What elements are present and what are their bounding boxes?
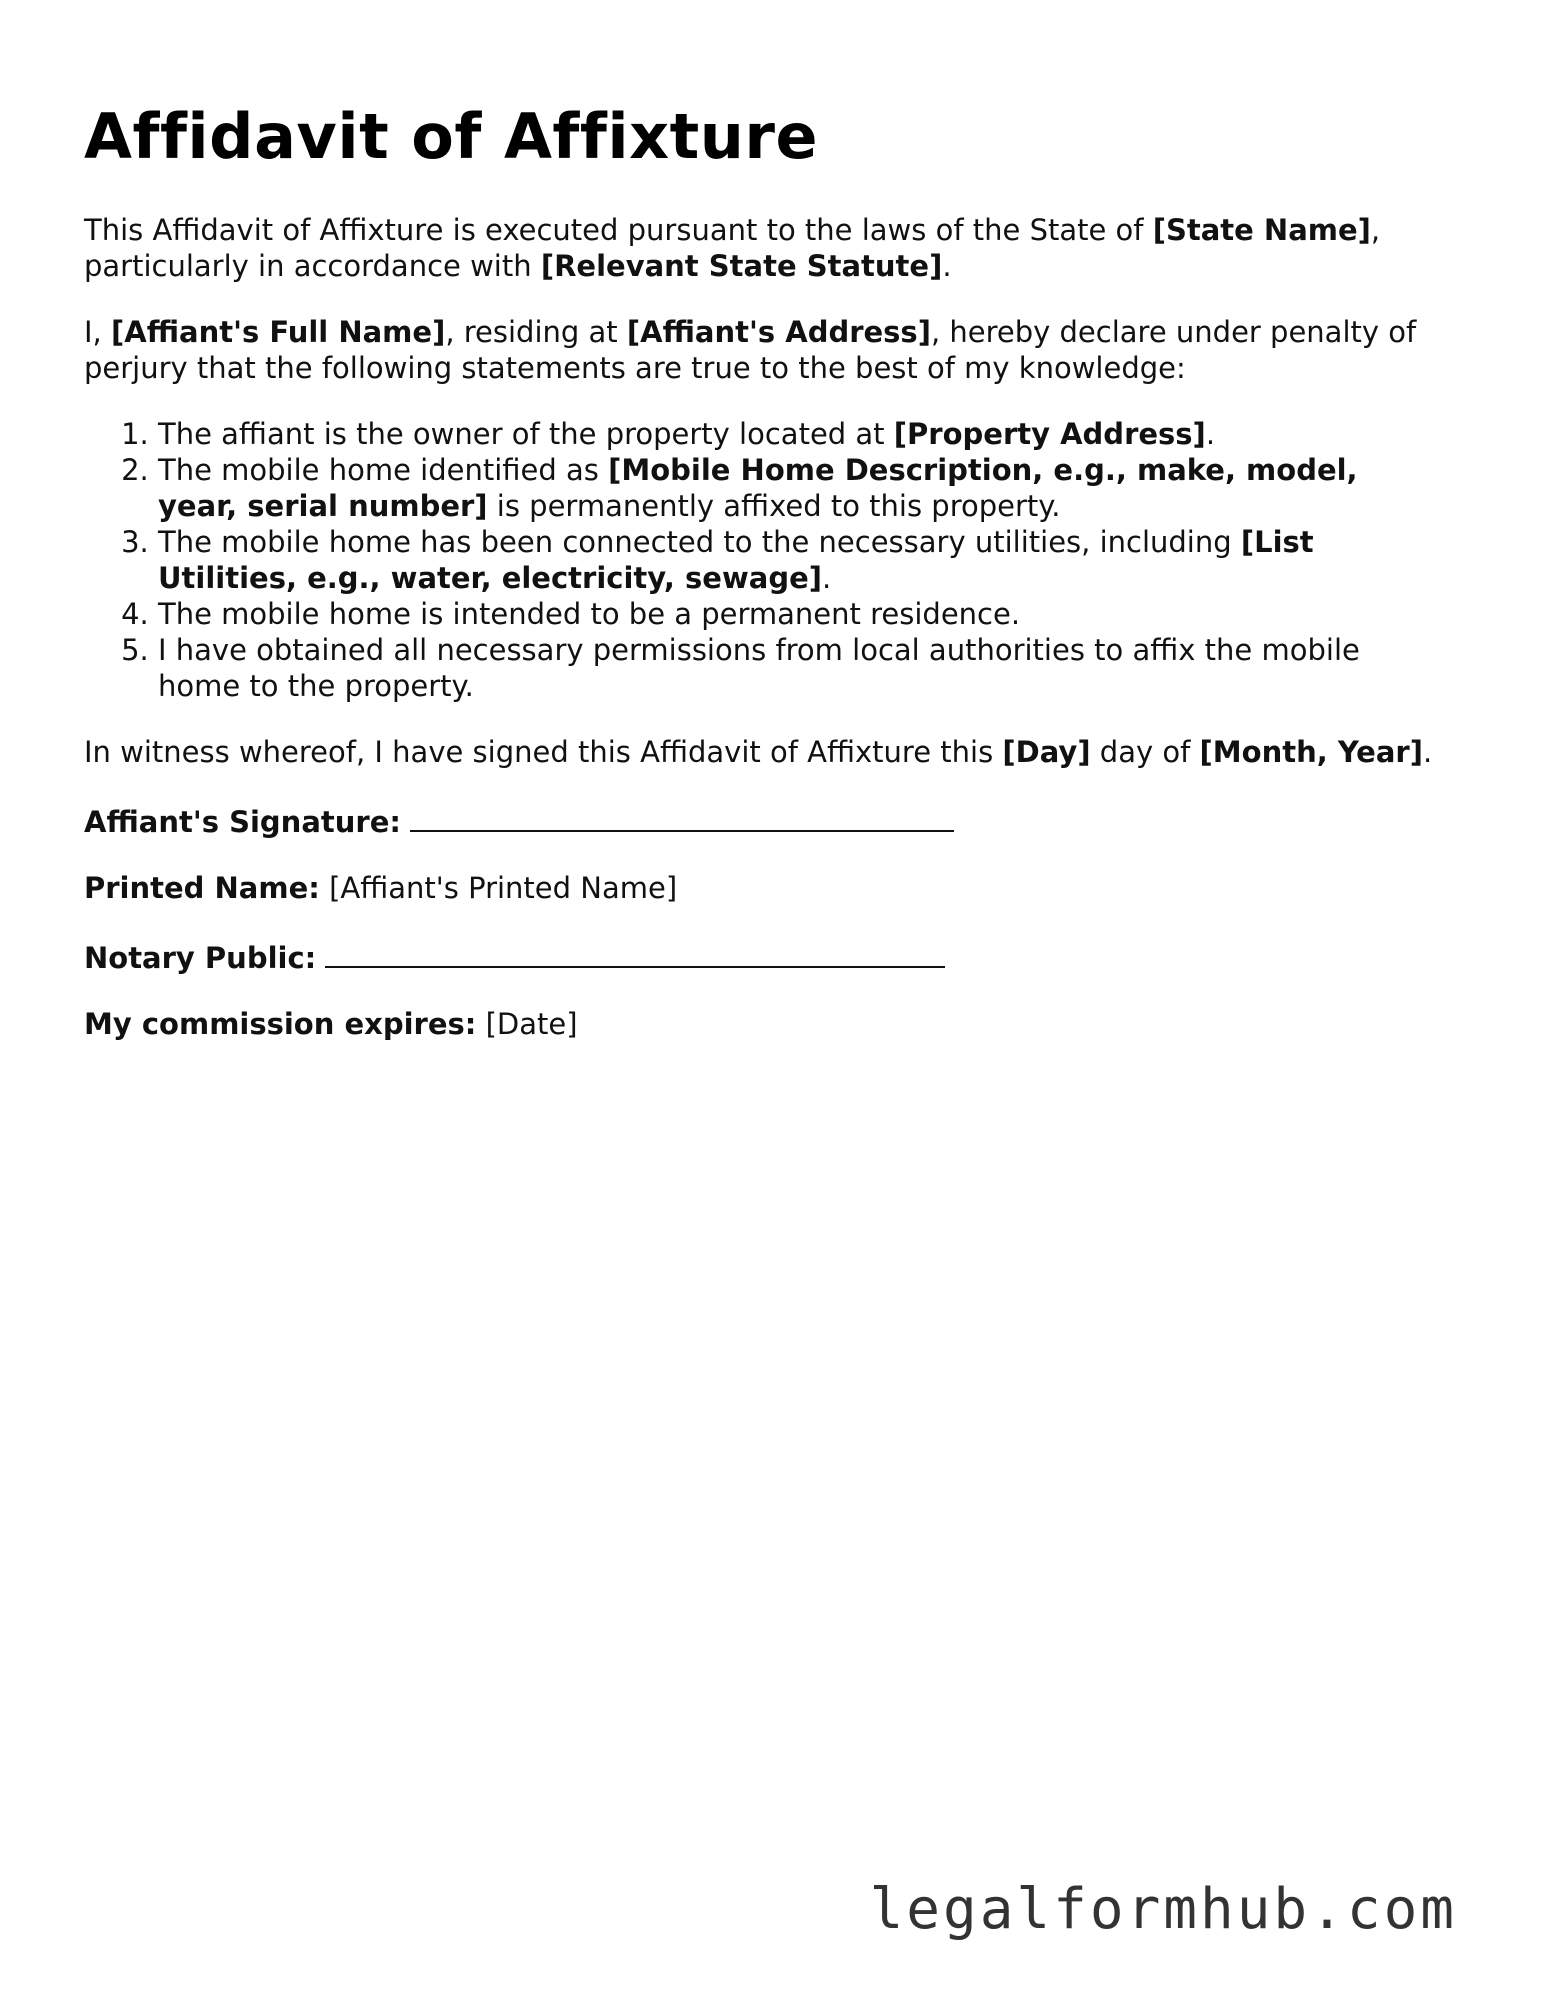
statement-text: is permanently affixed to this property.	[487, 489, 1061, 524]
declaration-text: , residing at	[445, 315, 627, 350]
utilities-placeholder: [List Utilities, e.g., water, electricity, sewage]	[158, 525, 1314, 596]
day-placeholder: [Day]	[1002, 735, 1091, 770]
notary-signature-field[interactable]	[325, 936, 945, 968]
witness-paragraph	[84, 734, 1444, 770]
statements-list	[84, 416, 1444, 704]
document-page	[84, 100, 1444, 1072]
list-item	[158, 596, 1444, 632]
printed-name-value: [Affiant's Printed Name]	[329, 871, 678, 906]
witness-text: In witness whereof, I have signed this Affidavit of Affixture this	[84, 735, 1003, 770]
commission-date-value: [Date]	[485, 1007, 578, 1042]
printed-name-label: Printed Name:	[84, 871, 320, 906]
intro-text: This Affidavit of Affixture is executed pursuant to the laws of the State of	[84, 213, 1153, 248]
signature-line	[84, 800, 1444, 840]
signature-label: Affiant's Signature:	[84, 805, 401, 840]
declaration-paragraph	[84, 314, 1444, 386]
declaration-text: , hereby declare under penalty of perjury that the following statements are true to the best of my knowledge:	[84, 315, 1417, 386]
document-title: Affidavit of Affixture	[84, 100, 819, 173]
witness-text: .	[1422, 735, 1433, 770]
statement-text: The mobile home has been connected to the necessary utilities, including	[158, 525, 1241, 560]
notary-label: Notary Public:	[84, 941, 317, 976]
affiant-address-placeholder: [Affiant's Address]	[626, 315, 931, 350]
affiant-name-placeholder: [Affiant's Full Name]	[111, 315, 446, 350]
statement-text: .	[1205, 417, 1216, 452]
commission-label: My commission expires:	[84, 1007, 477, 1042]
list-item	[158, 632, 1444, 704]
printed-name-line	[84, 870, 1444, 906]
list-item	[158, 452, 1444, 524]
statement-text: The affiant is the owner of the property located at	[158, 417, 894, 452]
witness-text: day of	[1090, 735, 1200, 770]
declaration-text: I,	[84, 315, 111, 350]
statement-text: The mobile home identified as	[158, 453, 609, 488]
site-watermark: legalformhub.com	[869, 1877, 1457, 1942]
signature-field[interactable]	[410, 800, 954, 832]
intro-paragraph	[84, 212, 1444, 284]
statement-text: The mobile home is intended to be a permanent residence.	[158, 597, 1021, 632]
list-item	[158, 524, 1444, 596]
statement-text: I have obtained all necessary permissions from local authorities to affix the mobile home to the property.	[158, 633, 1360, 704]
month-year-placeholder: [Month, Year]	[1199, 735, 1423, 770]
commission-line	[84, 1006, 1444, 1042]
mobile-home-description-placeholder: [Mobile Home Description, e.g., make, model, year, serial number]	[158, 453, 1358, 524]
statement-text: .	[822, 561, 832, 596]
state-name-placeholder: [State Name]	[1152, 213, 1371, 248]
intro-text: .	[942, 249, 952, 284]
property-address-placeholder: [Property Address]	[893, 417, 1206, 452]
list-item	[158, 416, 1444, 452]
intro-text: , particularly in accordance with	[84, 213, 1381, 284]
statute-placeholder: [Relevant State Statute]	[540, 249, 943, 284]
notary-line	[84, 936, 1444, 976]
